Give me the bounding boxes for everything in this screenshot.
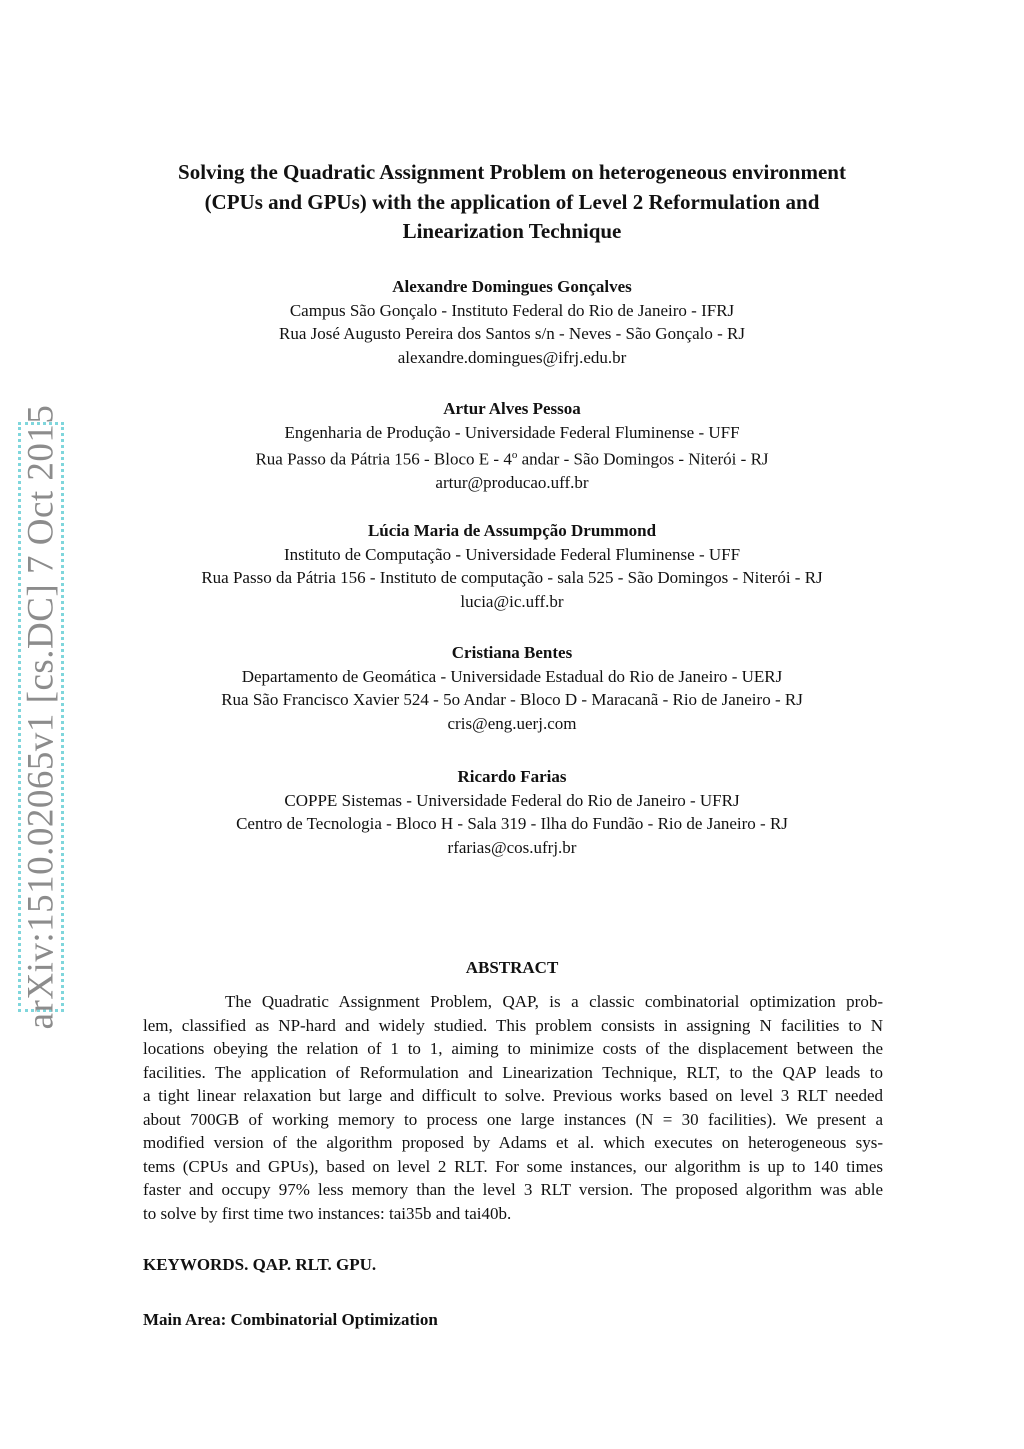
author-address: Centro de Tecnologia - Bloco H - Sala 319 - Ilha do Fundão - Rio de Janeiro - RJ — [236, 814, 788, 833]
abstract-line: lem, classified as NP-hard and widely studied. This problem consists in assigning N facilities to N — [143, 1015, 883, 1035]
author-affiliation: Engenharia de Produção - Universidade Federal Fluminense - UFF — [284, 422, 740, 442]
abstract-line: locations obeying the relation of 1 to 1, aiming to minimize costs of the displacement between the — [143, 1039, 883, 1058]
abstract-heading: ABSTRACT — [465, 958, 559, 977]
abstract-line: faster and occupy 97% less memory than the level 3 RLT version. The proposed algorithm was able — [143, 1180, 883, 1199]
keywords: KEYWORDS. QAP. RLT. GPU. — [143, 1255, 377, 1274]
abstract-line: modified version of the algorithm proposed by Adams et al. which executes on heterogeneous sys- — [143, 1133, 883, 1152]
ordinal-superscript: o — [511, 449, 518, 461]
author-address: Rua São Francisco Xavier 524 - 5o Andar - Bloco D - Maracanã - Rio de Janeiro - RJ — [221, 690, 803, 709]
author-affiliation: Instituto de Computação - Universidade Federal Fluminense - UFF — [283, 544, 741, 564]
author-affiliation: Departamento de Geomática - Universidade Estadual do Rio de Janeiro - UERJ — [241, 666, 783, 686]
abstract-line: about 700GB of working memory to process one large instances (N = 30 facilities). We present a — [143, 1109, 883, 1129]
abstract-line: tems (CPUs and GPUs), based on level 2 RLT. For some instances, our algorithm is up to 140 times — [143, 1156, 883, 1176]
author-email: cris@eng.uerj.com — [447, 713, 577, 733]
author-affiliation: COPPE Sistemas - Universidade Federal do Rio de Janeiro - UFRJ — [284, 790, 740, 810]
abstract-line: facilities. The application of Reformulation and Linearization Technique, RLT, to the QAP leads to — [143, 1062, 883, 1082]
abstract-line: a tight linear relaxation but large and difficult to solve. Previous works based on level 3 RLT needed — [143, 1086, 883, 1105]
abstract-line: The Quadratic Assignment Problem, QAP, is a classic combinatorial optimization prob- — [225, 992, 883, 1011]
author-address — [130, 444, 894, 471]
author-block-5 — [130, 765, 894, 859]
author-name: Ricardo Farias — [457, 767, 567, 786]
paper-title — [130, 158, 894, 247]
author-email: artur@producao.uff.br — [435, 473, 589, 493]
author-name: Lúcia Maria de Assumpção Drummond — [367, 521, 657, 540]
author-block-1 — [130, 275, 894, 369]
author-address: Rua José Augusto Pereira dos Santos s/n - Neves - São Gonçalo - RJ — [278, 324, 746, 343]
author-block-4 — [130, 641, 894, 735]
abstract-line: to solve by first time two instances: tai35b and tai40b. — [143, 1203, 512, 1223]
author-block-3 — [130, 519, 894, 613]
title-line-3: Linearization Technique — [402, 219, 622, 243]
main-area: Main Area: Combinatorial Optimization — [143, 1310, 438, 1329]
author-address-part: andar - São Domingos - Niterói - RJ — [517, 449, 769, 469]
author-name: Artur Alves Pessoa — [443, 399, 581, 418]
title-line-2: (CPUs and GPUs) with the application of Level 2 Reformulation and — [204, 189, 820, 214]
author-email: alexandre.domingues@ifrj.edu.br — [397, 347, 627, 367]
author-address: Rua Passo da Pátria 156 - Instituto de computação - sala 525 - São Domingos - Niterói - RJ — [201, 568, 823, 587]
author-address-part: Rua Passo da Pátria 156 - Bloco E - 4 — [255, 449, 512, 469]
title-line-1: Solving the Quadratic Assignment Problem on heterogeneous environment — [178, 160, 846, 184]
author-email: lucia@ic.uff.br — [460, 591, 564, 611]
author-block-2 — [130, 397, 894, 495]
author-name: Alexandre Domingues Gonçalves — [392, 277, 632, 296]
author-email: rfarias@cos.ufrj.br — [447, 837, 577, 857]
author-affiliation: Campus São Gonçalo - Instituto Federal do Rio de Janeiro - IFRJ — [289, 300, 735, 320]
author-name: Cristiana Bentes — [451, 643, 573, 662]
arxiv-identifier: arXiv:1510.02065v1 [cs.DC] 7 Oct 2015 — [20, 404, 62, 1030]
abstract-body — [143, 990, 883, 1225]
